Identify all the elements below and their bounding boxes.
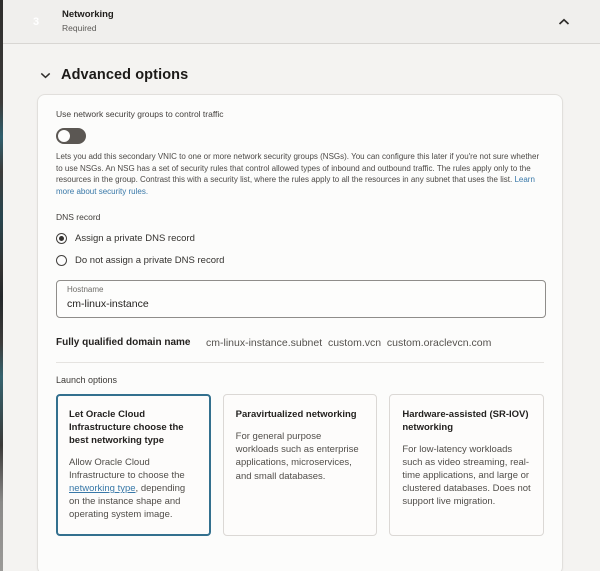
launch-option-cards [56, 394, 544, 536]
chevron-down-icon [40, 72, 51, 79]
advanced-options-heading: Advanced options [61, 67, 189, 83]
launch-card-auto[interactable] [56, 394, 211, 536]
step-number-badge [22, 8, 50, 36]
card-title: Hardware-assisted (SR-IOV) networking [402, 409, 529, 434]
hostname-field[interactable] [56, 280, 546, 318]
advanced-options-toggle[interactable] [40, 67, 600, 83]
card-body: For low-latency workloads such as video streaming, real-time applications, and large or clustered databases. Does not support live migration. [402, 444, 531, 508]
card-title: Let Oracle Cloud Infrastructure choose the best networking type [69, 409, 184, 446]
chevron-up-icon [558, 18, 570, 26]
fqdn-row [56, 337, 544, 363]
step-text [62, 9, 114, 34]
card-body: For general purpose workloads such as enterprise applications, microservices, and small databases. [235, 431, 359, 482]
card-body-text: Allow Oracle Cloud Infrastructure to choose the [69, 456, 185, 481]
radio-no-dns[interactable] [56, 255, 544, 266]
radio-label: Do not assign a private DNS record [75, 255, 225, 267]
networking-type-link[interactable]: networking type [69, 483, 136, 495]
window-edge-sliver [0, 0, 3, 571]
networking-step-header[interactable] [0, 0, 600, 44]
launch-options-label: Launch options [56, 375, 118, 386]
launch-card-sriov[interactable] [389, 394, 544, 536]
nsg-description [56, 151, 544, 197]
card-body-text: , depending on the instance shape and operating system image. [69, 483, 186, 521]
card-title: Paravirtualized networking [235, 409, 357, 421]
nsg-description-text: Lets you add this secondary VNIC to one or more network security groups (NSGs). You can configure this later if you're not sure whether to use NSGs. An NSG has a set of security rules that control allowed types of inbound and outbound traffic. The rules apply only to the resources in the group. Contrast this with a security list, where the rules apply to all the resources in any subnet that uses the list. [56, 152, 540, 185]
step-title: Networking [62, 9, 114, 21]
radio-label: Assign a private DNS record [75, 233, 195, 245]
advanced-options-panel [37, 94, 563, 571]
collapse-section-button[interactable] [554, 14, 574, 30]
launch-card-paravirtualized[interactable] [223, 394, 378, 536]
nsg-toggle-label: Use network security groups to control traffic [56, 109, 224, 119]
card-body [69, 456, 198, 522]
nsg-toggle-switch[interactable] [56, 128, 86, 144]
fqdn-value: cm-linux-instance.subnet custom.vcn custom.oraclevcn.com [206, 337, 492, 350]
step-number: 3 [32, 15, 40, 28]
step-subtitle: Required [62, 23, 97, 34]
hostname-input[interactable] [67, 297, 535, 310]
fqdn-label: Fully qualified domain name [56, 337, 191, 349]
radio-unselected-icon [56, 255, 67, 266]
radio-selected-icon [56, 233, 67, 244]
radio-assign-dns[interactable] [56, 233, 544, 244]
dns-record-label: DNS record [56, 212, 101, 223]
toggle-knob [58, 130, 70, 142]
security-rules-link[interactable]: Learn more about security rules. [56, 175, 535, 196]
hostname-field-label: Hostname [67, 285, 104, 295]
